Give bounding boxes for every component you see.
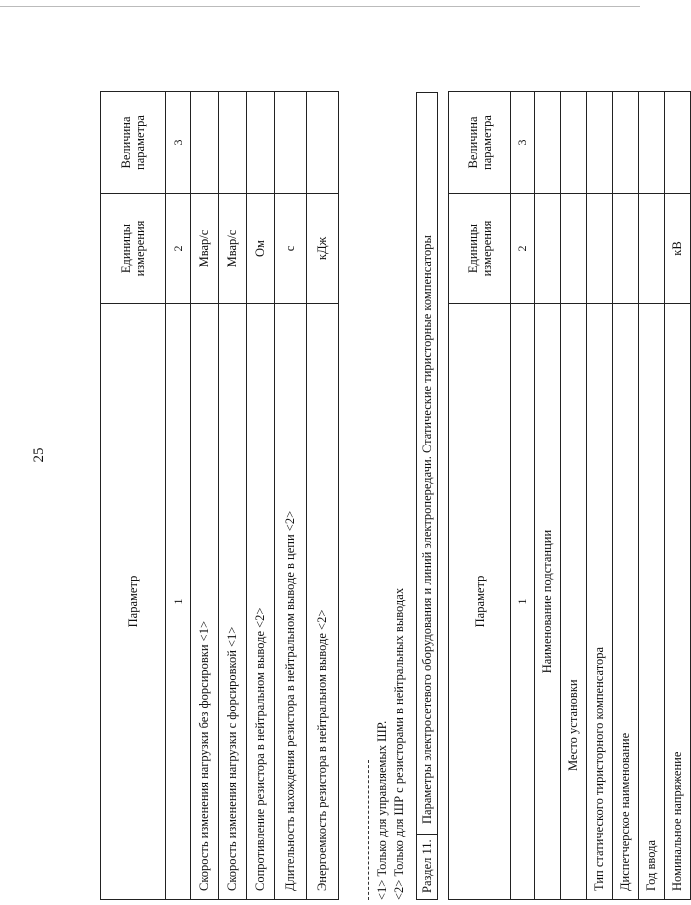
static-var-compensator-table [448, 91, 691, 900]
section-title: Параметры электросетевого оборудования и линий электропередачи. Статические тиристорные компенсаторы [420, 235, 434, 824]
table1-value-cell [307, 92, 339, 194]
table2-param-cell: Наименование подстанции [535, 304, 561, 900]
table2-param-cell: Место установки [561, 304, 587, 900]
table2-header-param: Параметр [449, 304, 511, 900]
table2-value-cell [561, 92, 587, 194]
table2-colnum-2: 2 [511, 194, 535, 304]
table-row [613, 92, 639, 900]
table1-colnum-2: 2 [166, 194, 191, 304]
table2-unit-cell [639, 194, 665, 304]
table-row [587, 92, 613, 900]
table2-value-cell [535, 92, 561, 194]
table1-column-numbers-row [166, 92, 191, 900]
table2-param-cell: Номинальное напряжение [665, 304, 691, 900]
table1-param-cell: Скорость изменения нагрузки с форсировкой <1> [219, 304, 247, 900]
table-row [307, 92, 339, 900]
page-number: 25 [31, 447, 47, 463]
table-row [275, 92, 307, 900]
table2-column-numbers-row [511, 92, 535, 900]
footnote-rule [368, 760, 369, 900]
table2-header-unit: Единицы измерения [449, 194, 511, 304]
table1-param-cell: Скорость изменения нагрузки без форсировки <1> [191, 304, 219, 900]
table1-header-row [101, 92, 166, 900]
table1-header-unit: Единицы измерения [101, 194, 166, 304]
table1-value-cell [191, 92, 219, 194]
table2-unit-cell [587, 194, 613, 304]
table1-colnum-3: 3 [166, 92, 191, 194]
table1-colnum-1: 1 [166, 304, 191, 900]
table2-unit-cell [561, 194, 587, 304]
table2-unit-cell: кВ [665, 194, 691, 304]
table1-param-cell: Энергоемкость резистора в нейтральном выводе <2> [307, 304, 339, 900]
table1-param-cell: Длительность нахождения резистора в нейтральном выводе в цепи <2> [275, 304, 307, 900]
scan-top-edge [0, 0, 640, 7]
table2-param-cell: Тип статического тиристорного компенсатора [587, 304, 613, 900]
table2-colnum-3: 3 [511, 92, 535, 194]
table1-value-cell [219, 92, 247, 194]
table1-header-param: Параметр [101, 304, 166, 900]
table2-colnum-1: 1 [511, 304, 535, 900]
table1-value-cell [275, 92, 307, 194]
table2-value-cell [639, 92, 665, 194]
table1-value-cell [247, 92, 275, 194]
table2-value-cell [587, 92, 613, 194]
table1-unit-cell: Мвар/с [191, 194, 219, 304]
rotated-page-content [100, 20, 684, 900]
table1-unit-cell: Мвар/с [219, 194, 247, 304]
table2-value-cell [613, 92, 639, 194]
table1-header-value: Величина параметра [101, 92, 166, 194]
table2-param-cell: Год ввода [639, 304, 665, 900]
table-row [191, 92, 219, 900]
table1-unit-cell: с [275, 194, 307, 304]
table-row [247, 92, 275, 900]
footnote-1: <1> Только для управляемых ШР. [375, 720, 389, 900]
section-label: Раздел 11. [417, 834, 437, 899]
shunt-reactor-parameters-table [100, 91, 339, 900]
table2-unit-cell [613, 194, 639, 304]
footnote-2: <2> Только для ШР с резисторами в нейтральных выводах [392, 587, 406, 900]
table-row [639, 92, 665, 900]
table-row [535, 92, 561, 900]
section-heading [416, 92, 438, 900]
table2-value-cell [665, 92, 691, 194]
table1-unit-cell: кДж [307, 194, 339, 304]
table2-header-row [449, 92, 511, 900]
table2-unit-cell [535, 194, 561, 304]
table2-param-cell: Диспетчерское наименование [613, 304, 639, 900]
table-row [665, 92, 691, 900]
table2-header-value: Величина параметра [449, 92, 511, 194]
table-row [561, 92, 587, 900]
table1-param-cell: Сопротивление резистора в нейтральном выводе <2> [247, 304, 275, 900]
table-row [219, 92, 247, 900]
table1-unit-cell: Ом [247, 194, 275, 304]
footnotes [368, 92, 408, 900]
